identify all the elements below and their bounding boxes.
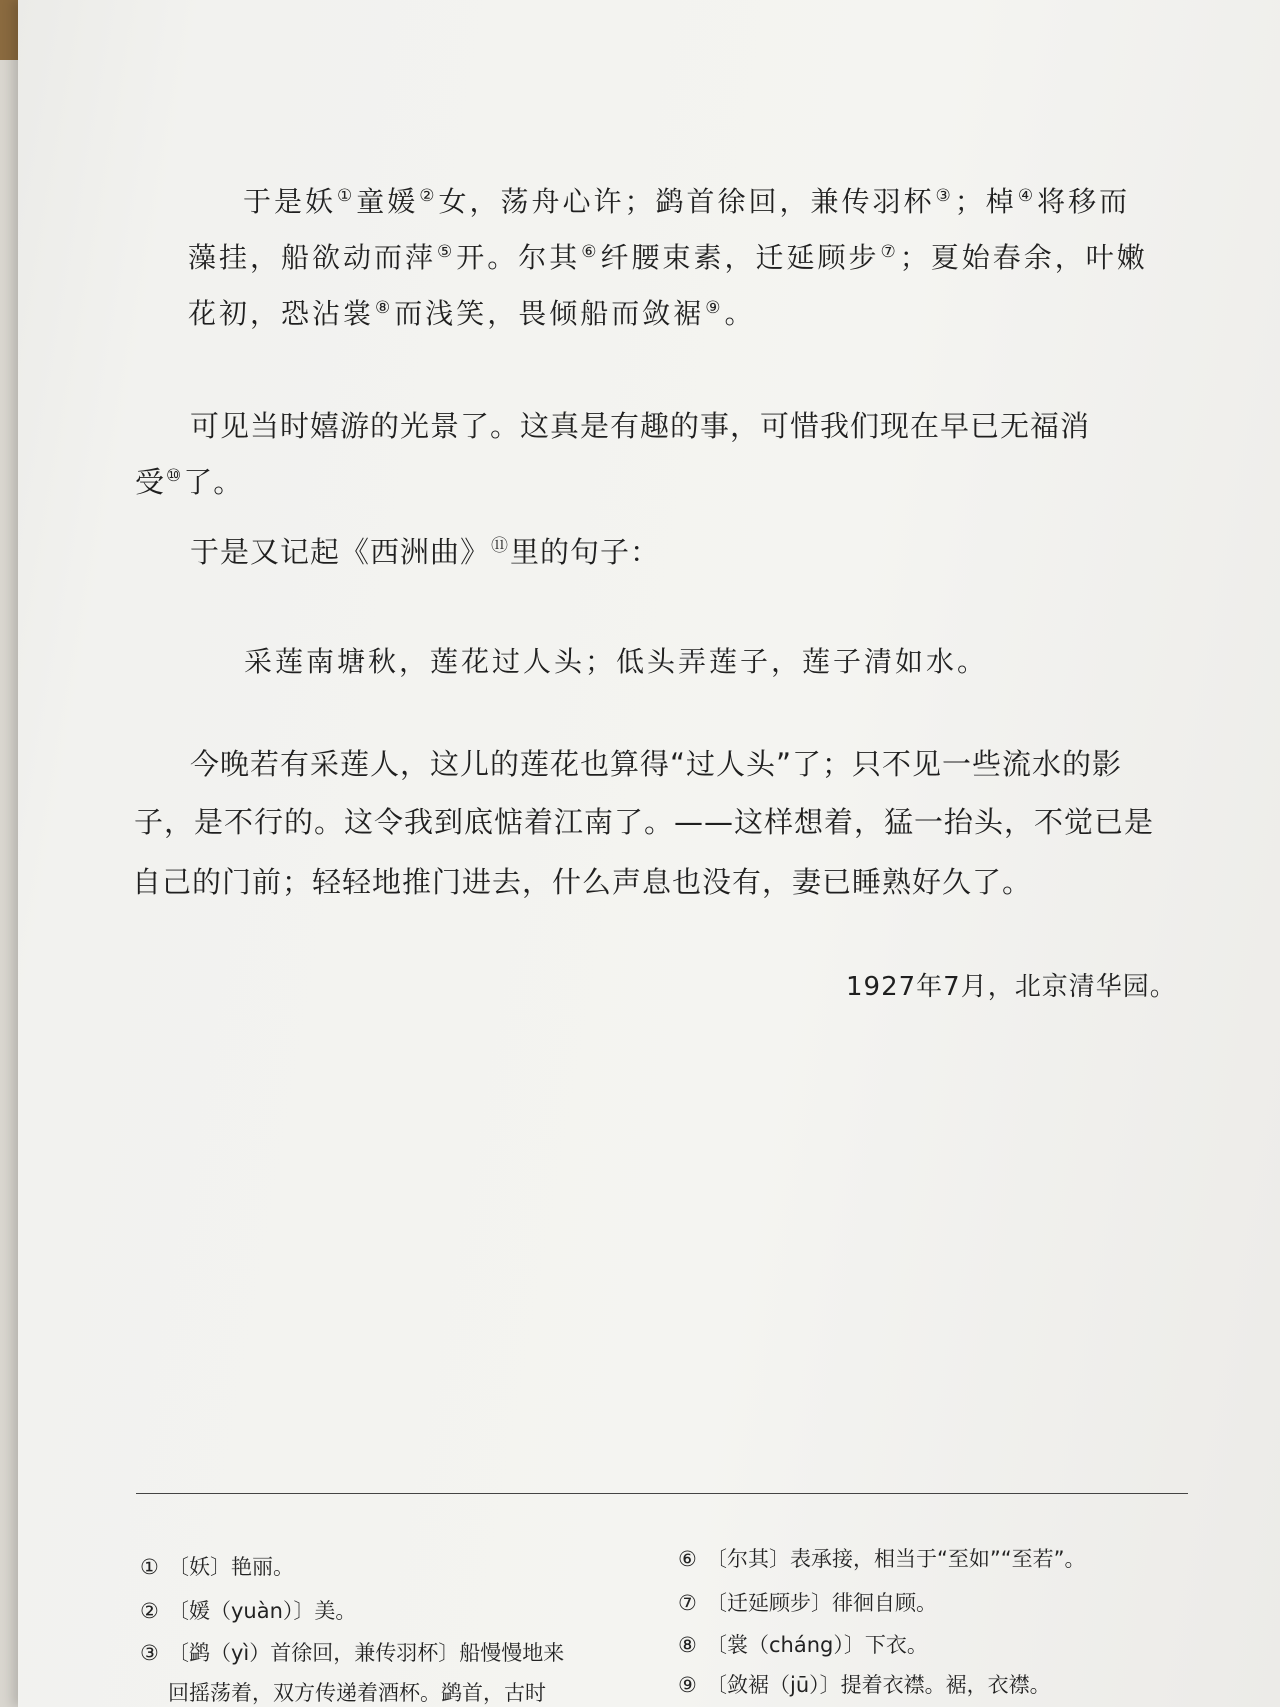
- footnote-9: [678, 1669, 1051, 1699]
- verse2: 采莲南塘秋，莲花过人头；低头弄莲子，莲子清如水。: [244, 645, 989, 678]
- para3-line2: 子，是不行的。这令我到底惦着江南了。——这样想着，猛一抬头，不觉已是: [134, 805, 1155, 839]
- footnote-marker-11: ⑪: [491, 536, 510, 557]
- footnote-marker-4: ④: [1017, 185, 1037, 206]
- footnote-6: [678, 1543, 1086, 1573]
- footnote-text: 〔敛裾（jū）〕提着衣襟。裾，衣襟。: [706, 1673, 1051, 1697]
- verse1-line2-text3: 纤腰束素，迁延顾步: [600, 241, 880, 274]
- para2: [190, 530, 660, 571]
- footnote-marker-6: ⑥: [581, 241, 600, 262]
- footnote-number: ⑧: [678, 1633, 697, 1657]
- verse1-line3-text3: 。: [724, 297, 756, 330]
- footnote-7: [678, 1587, 937, 1617]
- footnote-number: ②: [140, 1599, 159, 1623]
- verse1-line2-text2: 开。尔其: [456, 241, 581, 274]
- footnote-text: 〔鹢（yì）首徐回，兼传羽杯〕船慢慢地来: [168, 1641, 565, 1665]
- footnote-text: 〔迁延顾步〕徘徊自顾。: [706, 1591, 937, 1615]
- para1-line2-text2: 了。: [183, 465, 244, 499]
- footnote-marker-10: ⑩: [166, 466, 183, 487]
- verse1-line1-text4: ；棹: [954, 185, 1017, 218]
- verse1-line2: [188, 236, 1148, 276]
- footnote-marker-3: ③: [935, 185, 954, 206]
- para2-text1: 于是又记起《西洲曲》: [190, 535, 491, 569]
- footnote-text: 〔妖〕艳丽。: [168, 1555, 294, 1579]
- verse1-line3: [188, 292, 756, 332]
- footnote-8: [678, 1629, 928, 1659]
- footnote-number: ①: [140, 1555, 159, 1579]
- footnote-marker-9: ⑨: [705, 297, 724, 318]
- para3-line3: 自己的门前；轻轻地推门进去，什么声息也没有，妻已睡熟好久了。: [132, 865, 1033, 899]
- footnote-text: 〔尔其〕表承接，相当于“至如”“至若”。: [706, 1547, 1086, 1571]
- para3-line1: 今晚若有采莲人，这儿的莲花也算得“过人头”了；只不见一些流水的影: [190, 747, 1123, 781]
- date-signature: 1927年7月，北京清华园。: [846, 972, 1177, 1002]
- page-content: [18, 0, 1280, 1707]
- footnote-marker-8: ⑧: [375, 297, 394, 318]
- verse1-line2-text1: 藻挂，船欲动而萍: [188, 241, 437, 274]
- footnote-number: ⑥: [678, 1547, 697, 1571]
- footnote-number: ③: [140, 1641, 159, 1665]
- footnote-marker-5: ⑤: [437, 241, 456, 262]
- verse1-line1-text2: 童媛: [356, 185, 419, 218]
- footnote-3-continued: [140, 1677, 546, 1707]
- footnote-marker-7: ⑦: [880, 241, 899, 262]
- footnote-1: [140, 1551, 294, 1581]
- verse1-line3-text2: 而浅笑，畏倾船而敛裾: [394, 297, 705, 330]
- verse1-line3-text1: 花初，恐沾裳: [188, 297, 375, 330]
- footnote-number: ⑦: [678, 1591, 697, 1615]
- verse1-line1-text1: 于是妖: [243, 185, 337, 218]
- verse1-line1-text3: 女，荡舟心许；鹢首徐回，兼传羽杯: [438, 185, 935, 218]
- footnote-marker-2: ②: [419, 185, 438, 206]
- footnote-3: [140, 1637, 564, 1667]
- footnote-number: ⑨: [678, 1673, 697, 1697]
- footnote-divider: [136, 1493, 1188, 1494]
- verse1-line1: [243, 180, 1130, 220]
- footnote-text: 〔裳（cháng）〕下衣。: [706, 1633, 928, 1657]
- footnote-text: 回摇荡着，双方传递着酒杯。鹢首，古时: [168, 1681, 546, 1705]
- footnote-marker-1: ①: [337, 185, 356, 206]
- book-page: [18, 0, 1280, 1707]
- footnote-2: [140, 1595, 356, 1625]
- para1-line1: 可见当时嬉游的光景了。这真是有趣的事，可惜我们现在早已无福消: [190, 409, 1091, 443]
- footnote-text: 〔媛（yuàn）〕美。: [168, 1599, 357, 1623]
- verse1-line1-text5: 将移而: [1037, 185, 1131, 218]
- verse1-line2-text4: ；夏始春余，叶嫩: [899, 241, 1148, 274]
- para1-line2-text1: 受: [135, 465, 166, 499]
- para2-text2: 里的句子：: [510, 535, 661, 569]
- para1-line2: [135, 460, 243, 501]
